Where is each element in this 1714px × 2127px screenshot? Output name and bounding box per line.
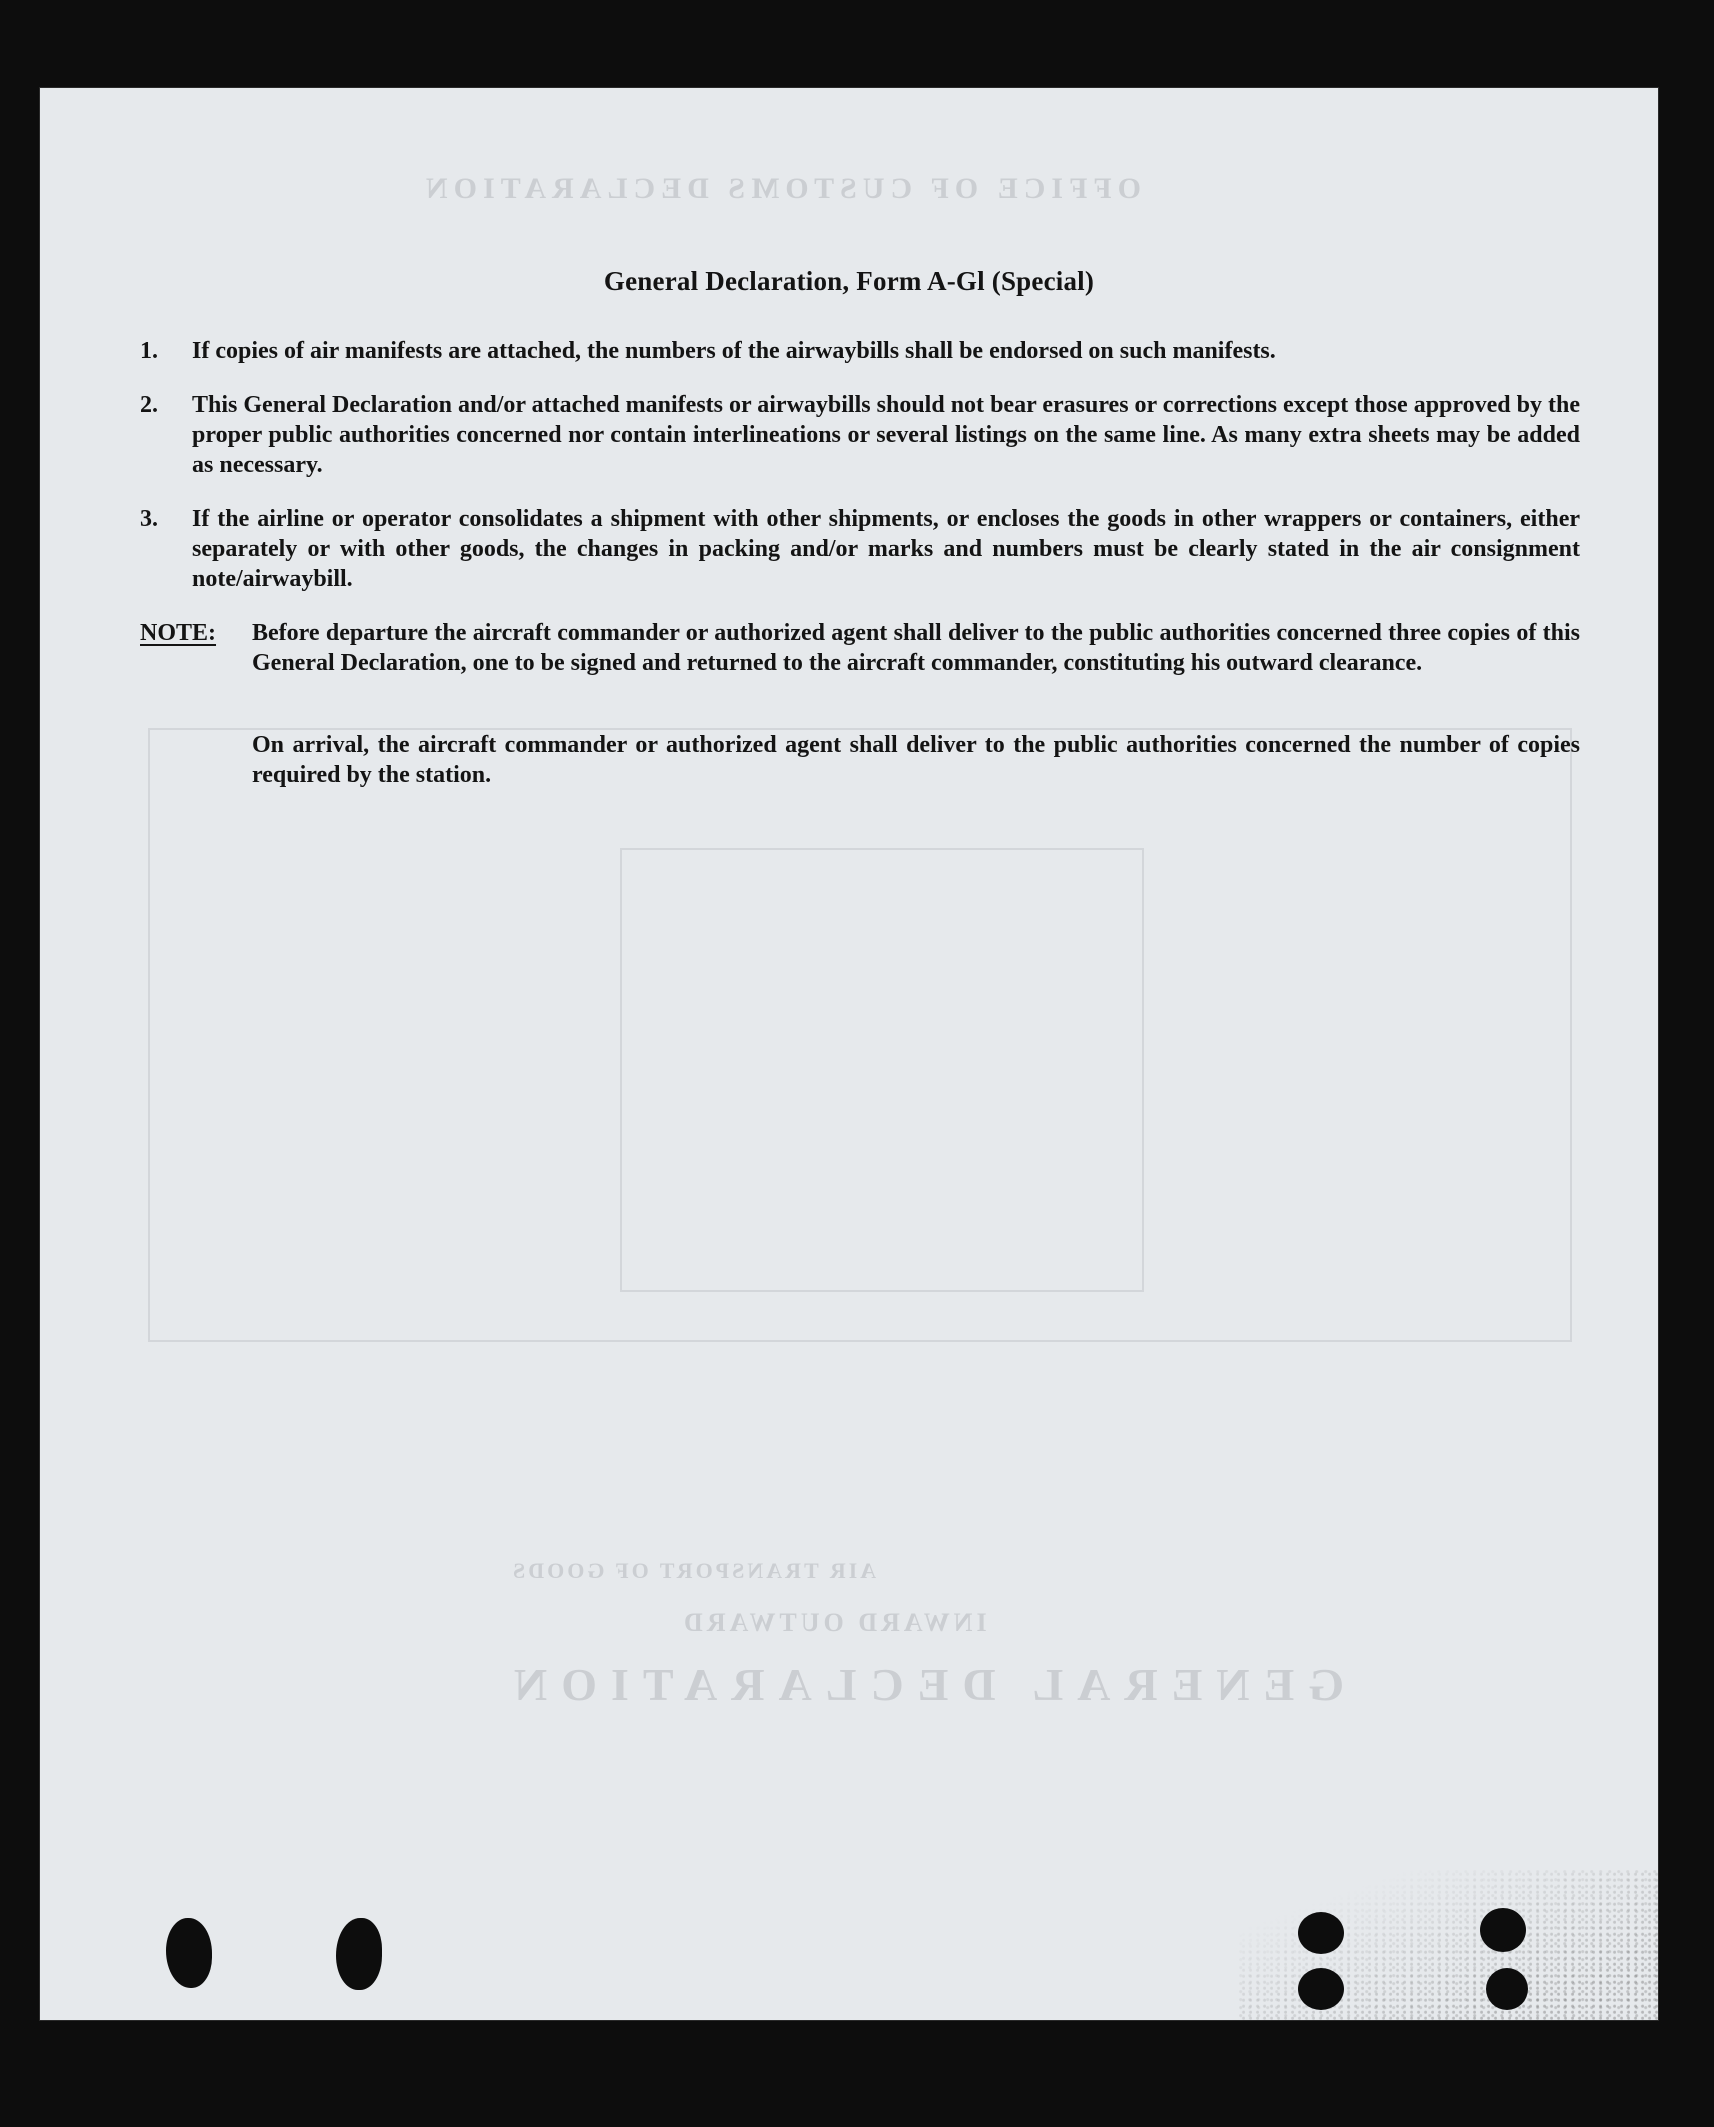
- list-item-number: 3.: [140, 506, 158, 532]
- binder-hole-icon: [1298, 1912, 1344, 1954]
- note-block-2: [140, 730, 1580, 790]
- list-item-text: If the airline or operator consolidates a shipment with other shipments, or encloses the goods in other wrappers or containers, either separately or with other goods, the changes in packing and/or marks and numbers must be clearly stated in the air consignment note/airwaybill.: [192, 506, 1580, 592]
- list-item-number: 1.: [140, 338, 158, 364]
- binder-hole-icon: [1298, 1968, 1344, 2010]
- list-item-number: 2.: [140, 392, 158, 418]
- list-item-1: [140, 336, 1580, 366]
- show-through-inner-frame: [620, 848, 1144, 1292]
- binder-hole-icon: [166, 1918, 212, 1988]
- note-paragraph-1: Before departure the aircraft commander or authorized agent shall deliver to the public authorities concerned three copies of this General Declaration, one to be signed and returned to the aircraft commander, constituting his outward clearance.: [252, 620, 1580, 676]
- binder-hole-icon: [1486, 1968, 1528, 2010]
- binder-hole-icon: [1480, 1908, 1526, 1952]
- show-through-subheading: INWARD OUTWARD: [680, 1608, 987, 1637]
- list-item-3: [140, 504, 1580, 594]
- note-block: [140, 618, 1580, 678]
- show-through-heading: OFFICE OF CUSTOMS DECLARATION: [420, 172, 1142, 205]
- note-paragraph-2: On arrival, the aircraft commander or authorized agent shall deliver to the public authorities concerned the number of copies required by the station.: [252, 732, 1580, 788]
- note-label: NOTE:: [140, 620, 217, 646]
- list-item-text: If copies of air manifests are attached, the numbers of the airwaybills shall be endorsed on such manifests.: [192, 338, 1276, 364]
- binder-hole-icon: [336, 1918, 382, 1990]
- list-item-2: [140, 390, 1580, 480]
- show-through-line: AIR TRANSPORT OF GOODS: [510, 1558, 877, 1583]
- document-title: General Declaration, Form A-Gl (Special): [603, 266, 1095, 296]
- document-sheet: [40, 88, 1658, 2020]
- show-through-big-heading: GENERAL DECLARATION: [500, 1659, 1345, 1710]
- list-item-text: This General Declaration and/or attached manifests or airwaybills should not bear erasures or corrections except those approved by the proper public authorities concerned nor contain interlineations or several listings on the same line. As many extra sheets may be added as necessary.: [192, 392, 1580, 478]
